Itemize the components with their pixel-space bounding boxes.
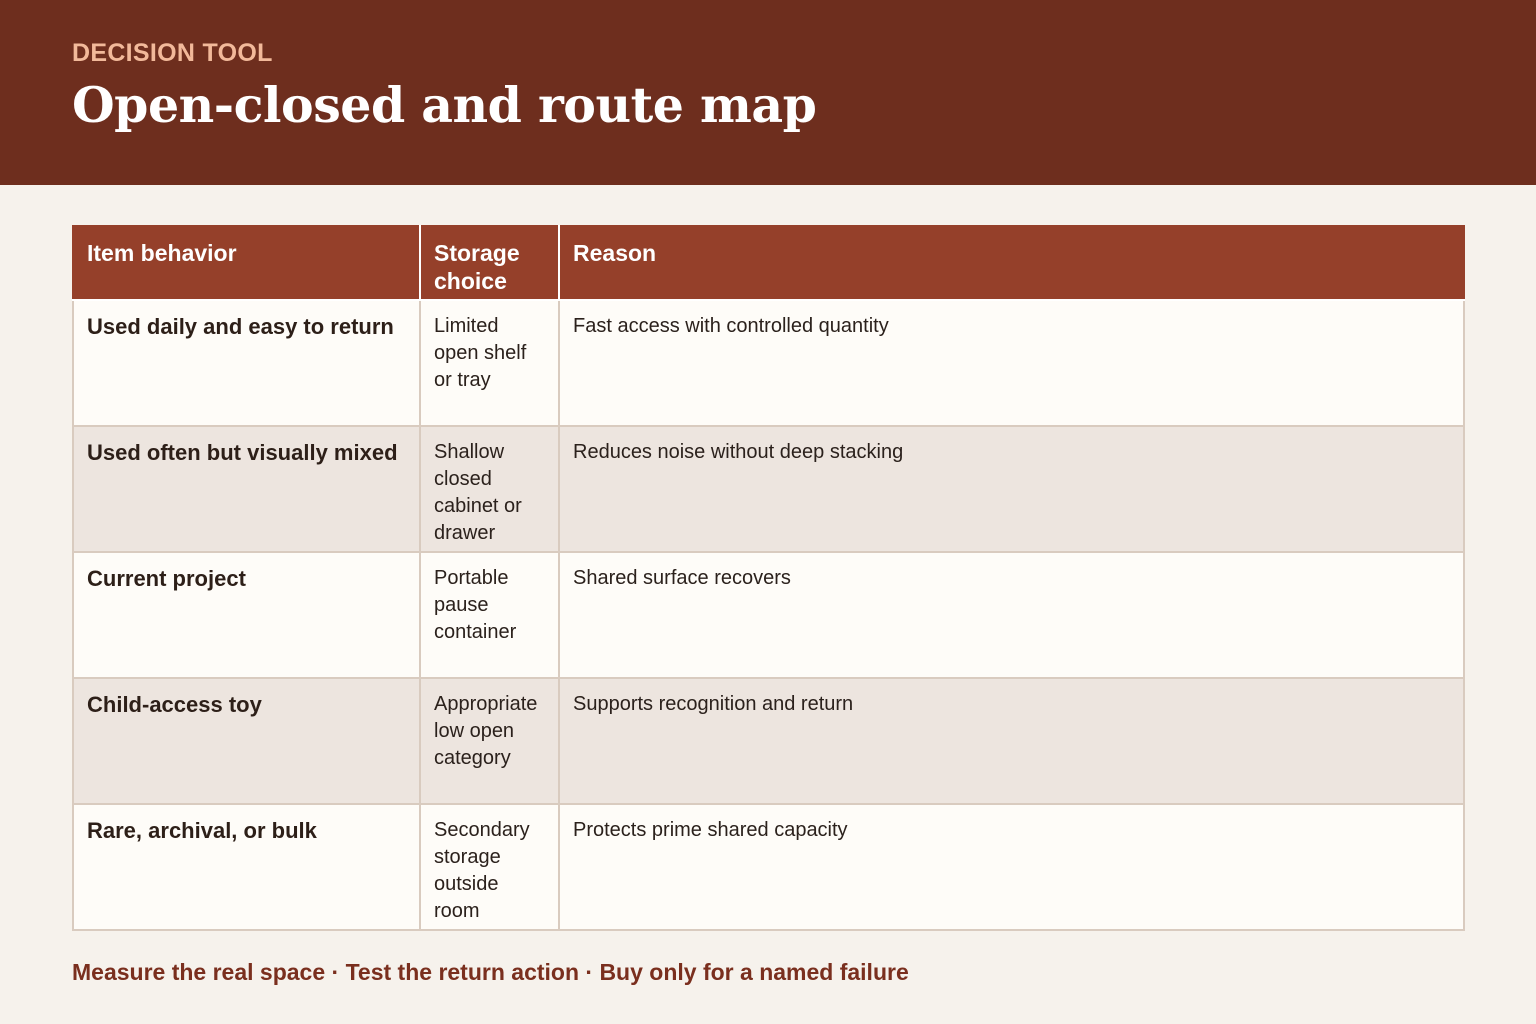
reason-cell: Fast access with controlled quantity: [559, 300, 1464, 426]
footer-guidance: Measure the real space · Test the return action · Buy only for a named failure: [72, 959, 909, 985]
route-map-table: [72, 225, 1465, 931]
column-header-storage-choice: Storage choice: [420, 226, 559, 300]
storage-choice-cell: Secondary storage outside room: [420, 804, 559, 930]
table-row: [73, 300, 1464, 426]
column-header-reason: Reason: [559, 226, 1464, 300]
page-title: Open-closed and route map: [72, 76, 817, 134]
item-behavior-cell: Current project: [73, 552, 420, 678]
storage-choice-cell: Appropriate low open category: [420, 678, 559, 804]
item-behavior-cell: Used often but visually mixed: [73, 426, 420, 552]
storage-choice-cell: Portable pause container: [420, 552, 559, 678]
header-banner: [0, 0, 1536, 185]
table-header-row: [73, 226, 1464, 300]
table-row: [73, 804, 1464, 930]
table-row: [73, 552, 1464, 678]
storage-choice-cell: Shallow closed cabinet or drawer: [420, 426, 559, 552]
column-header-item-behavior: Item behavior: [73, 226, 420, 300]
item-behavior-cell: Rare, archival, or bulk: [73, 804, 420, 930]
reason-cell: Supports recognition and return: [559, 678, 1464, 804]
item-behavior-cell: Used daily and easy to return: [73, 300, 420, 426]
item-behavior-cell: Child-access toy: [73, 678, 420, 804]
storage-choice-cell: Limited open shelf or tray: [420, 300, 559, 426]
table-row: [73, 426, 1464, 552]
eyebrow-label: DECISION TOOL: [72, 39, 273, 67]
reason-cell: Reduces noise without deep stacking: [559, 426, 1464, 552]
reason-cell: Protects prime shared capacity: [559, 804, 1464, 930]
table-row: [73, 678, 1464, 804]
reason-cell: Shared surface recovers: [559, 552, 1464, 678]
